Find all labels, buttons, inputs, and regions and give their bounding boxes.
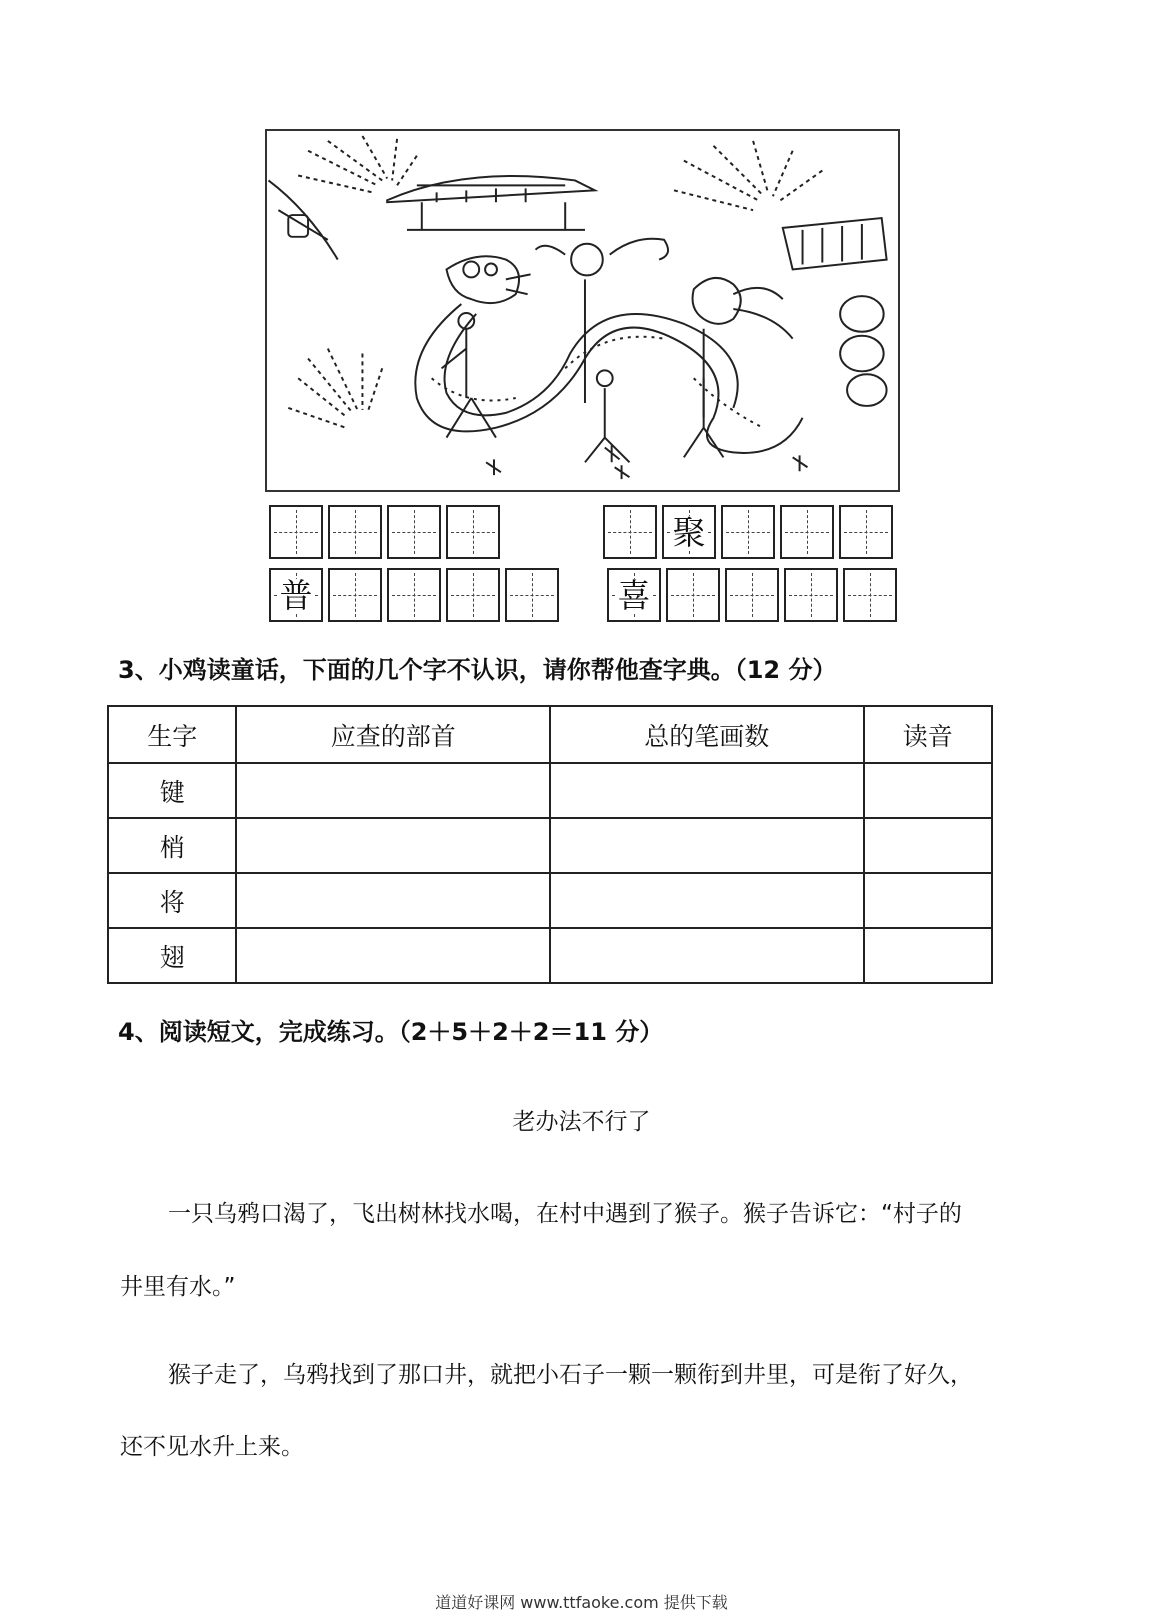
- answer-cell[interactable]: [236, 873, 550, 928]
- answer-cell[interactable]: [550, 873, 864, 928]
- header-character: 生字: [108, 706, 236, 763]
- writing-cell[interactable]: [780, 505, 834, 559]
- writing-cell[interactable]: [839, 505, 893, 559]
- writing-cell[interactable]: [446, 568, 500, 622]
- answer-cell[interactable]: [864, 928, 992, 983]
- writing-cell[interactable]: [387, 505, 441, 559]
- table-row: [108, 763, 992, 818]
- writing-cell[interactable]: 喜: [607, 568, 661, 622]
- writing-cell[interactable]: [725, 568, 779, 622]
- writing-cell[interactable]: [784, 568, 838, 622]
- header-radical: 应查的部首: [236, 706, 550, 763]
- question-3-heading: 3、小鸡读童话，下面的几个字不认识，请你帮他查字典。（12 分）: [118, 656, 837, 684]
- answer-cell[interactable]: [236, 928, 550, 983]
- writing-cell[interactable]: [328, 505, 382, 559]
- grid-right-top: [603, 505, 893, 559]
- dictionary-table: [107, 705, 993, 984]
- writing-cell[interactable]: [387, 568, 441, 622]
- answer-cell[interactable]: [550, 928, 864, 983]
- writing-cell[interactable]: 聚: [662, 505, 716, 559]
- table-header-row: [108, 706, 992, 763]
- answer-cell[interactable]: [550, 818, 864, 873]
- header-pronunciation: 读音: [864, 706, 992, 763]
- story-title: 老办法不行了: [512, 1109, 651, 1135]
- paragraph-1-line-2: 井里有水。”: [120, 1274, 236, 1300]
- answer-cell[interactable]: [550, 763, 864, 818]
- table-row: [108, 818, 992, 873]
- table-row: [108, 928, 992, 983]
- answer-cell[interactable]: [864, 873, 992, 928]
- dragon-dance-illustration: [265, 129, 900, 492]
- paragraph-2-line-2: 还不见水升上来。: [120, 1434, 304, 1460]
- writing-cell[interactable]: 普: [269, 568, 323, 622]
- paragraph-1-line-1: 一只乌鸦口渴了，飞出树林找水喝，在村中遇到了猴子。猴子告诉它：“村子的: [168, 1201, 962, 1227]
- page-footer: 道道好课网 www.ttfaoke.com 提供下载: [435, 1593, 728, 1612]
- writing-cell[interactable]: [328, 568, 382, 622]
- paragraph-2-line-1: 猴子走了，乌鸦找到了那口井，就把小石子一颗一颗衔到井里，可是衔了好久，: [168, 1362, 973, 1388]
- table-row: [108, 873, 992, 928]
- grid-right-bottom: [607, 568, 897, 622]
- answer-cell[interactable]: [236, 763, 550, 818]
- question-4-heading: 4、阅读短文，完成练习。（2＋5＋2＋2＝11 分）: [118, 1018, 664, 1046]
- character-cell: 翅: [108, 928, 236, 983]
- writing-cell[interactable]: [721, 505, 775, 559]
- writing-cell[interactable]: [269, 505, 323, 559]
- character-cell: 梢: [108, 818, 236, 873]
- answer-cell[interactable]: [864, 818, 992, 873]
- writing-cell[interactable]: [603, 505, 657, 559]
- grid-left-bottom: [269, 568, 559, 622]
- writing-cell[interactable]: [505, 568, 559, 622]
- grid-left-top: [269, 505, 500, 559]
- header-stroke-count: 总的笔画数: [550, 706, 864, 763]
- writing-cell[interactable]: [446, 505, 500, 559]
- character-cell: 将: [108, 873, 236, 928]
- character-cell: 键: [108, 763, 236, 818]
- answer-cell[interactable]: [864, 763, 992, 818]
- writing-cell[interactable]: [843, 568, 897, 622]
- writing-cell[interactable]: [666, 568, 720, 622]
- answer-cell[interactable]: [236, 818, 550, 873]
